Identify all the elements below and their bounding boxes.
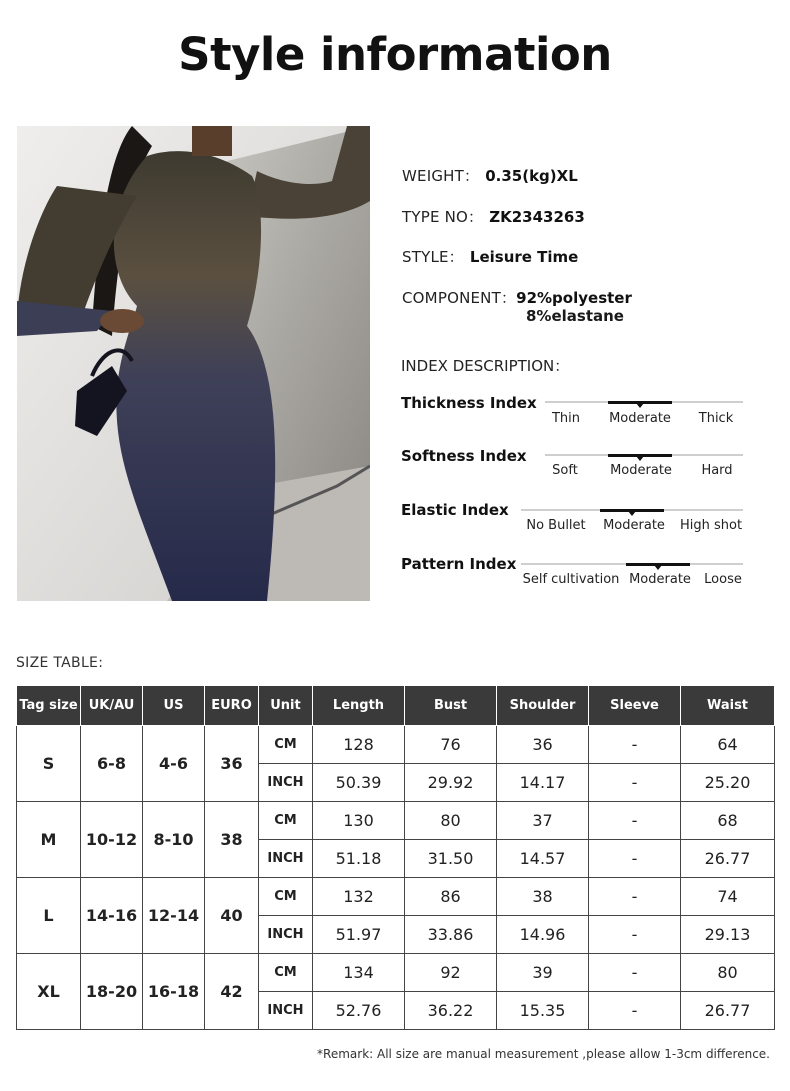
softness-index-pointer [636, 456, 644, 461]
unit-cell: INCH [259, 840, 313, 878]
us-cell: 4-6 [143, 726, 205, 802]
unit-cell: INCH [259, 916, 313, 954]
elastic-index-pointer [628, 511, 636, 516]
thickness-index-label: Thickness Index [401, 394, 537, 412]
uk-au-cell: 18-20 [81, 954, 143, 1030]
shoulder-cell: 14.96 [497, 916, 589, 954]
header-us: US [143, 686, 205, 726]
sleeve-cell: - [589, 840, 681, 878]
length-cell: 134 [313, 954, 405, 992]
bust-cell: 36.22 [405, 992, 497, 1030]
table-row [17, 726, 775, 764]
component-label: COMPONENT： [402, 289, 517, 307]
unit-cell: CM [259, 802, 313, 840]
euro-cell: 40 [205, 878, 259, 954]
type-line [402, 206, 585, 227]
header-uk-au: UK/AU [81, 686, 143, 726]
unit-cell: CM [259, 726, 313, 764]
bust-cell: 33.86 [405, 916, 497, 954]
length-cell: 132 [313, 878, 405, 916]
softness-index [401, 447, 751, 487]
waist-cell: 26.77 [681, 840, 775, 878]
uk-au-cell: 6-8 [81, 726, 143, 802]
shoulder-cell: 36 [497, 726, 589, 764]
page-title: Style information [178, 28, 612, 81]
style-line [402, 246, 578, 267]
tag-size-cell: S [17, 726, 81, 802]
shoulder-cell: 14.17 [497, 764, 589, 802]
component-line [402, 287, 632, 308]
length-cell: 51.18 [313, 840, 405, 878]
shoulder-cell: 37 [497, 802, 589, 840]
waist-cell: 74 [681, 878, 775, 916]
sleeve-cell: - [589, 764, 681, 802]
length-cell: 130 [313, 802, 405, 840]
sleeve-cell: - [589, 916, 681, 954]
size-table [16, 685, 775, 1030]
elastic-option-moderate: Moderate [603, 518, 665, 533]
us-cell: 8-10 [143, 802, 205, 878]
pattern-index-pointer [654, 565, 662, 570]
elastic-index [401, 501, 751, 541]
tag-size-cell: M [17, 802, 81, 878]
softness-index-track [545, 454, 743, 456]
table-row [17, 878, 775, 916]
table-row [17, 954, 775, 992]
softness-option-soft: Soft [552, 463, 578, 478]
bust-cell: 31.50 [405, 840, 497, 878]
waist-cell: 64 [681, 726, 775, 764]
style-label: STYLE： [402, 248, 464, 266]
waist-cell: 68 [681, 802, 775, 840]
index-description-title: INDEX DESCRIPTION： [401, 357, 570, 375]
euro-cell: 42 [205, 954, 259, 1030]
product-photo [17, 126, 370, 601]
pattern-option-loose: Loose [704, 572, 742, 587]
tag-size-cell: XL [17, 954, 81, 1030]
length-cell: 50.39 [313, 764, 405, 802]
unit-cell: INCH [259, 992, 313, 1030]
euro-cell: 38 [205, 802, 259, 878]
sleeve-cell: - [589, 726, 681, 764]
sleeve-cell: - [589, 878, 681, 916]
pattern-index-label: Pattern Index [401, 555, 517, 573]
pattern-option-self-cultivation: Self cultivation [522, 572, 620, 587]
waist-cell: 29.13 [681, 916, 775, 954]
length-cell: 52.76 [313, 992, 405, 1030]
component-value-2: 8%elastane [526, 307, 624, 325]
shoulder-cell: 38 [497, 878, 589, 916]
thickness-index-track [545, 401, 743, 403]
us-cell: 16-18 [143, 954, 205, 1030]
elastic-option-no-bullet: No Bullet [526, 518, 586, 533]
header-unit: Unit [259, 686, 313, 726]
unit-cell: CM [259, 878, 313, 916]
uk-au-cell: 14-16 [81, 878, 143, 954]
component-value-1: 92%polyester [516, 289, 632, 307]
thickness-index-pointer [636, 403, 644, 408]
pattern-option-moderate: Moderate [629, 572, 691, 587]
pattern-index [401, 555, 751, 595]
shoulder-cell: 15.35 [497, 992, 589, 1030]
table-row [17, 802, 775, 840]
size-table-label: SIZE TABLE: [16, 655, 104, 671]
softness-index-label: Softness Index [401, 447, 527, 465]
thickness-index [401, 394, 751, 434]
shoulder-cell: 39 [497, 954, 589, 992]
thickness-option-thick: Thick [698, 411, 734, 426]
euro-cell: 36 [205, 726, 259, 802]
sleeve-cell: - [589, 954, 681, 992]
elastic-index-track [521, 509, 743, 511]
bust-cell: 86 [405, 878, 497, 916]
uk-au-cell: 10-12 [81, 802, 143, 878]
header-sleeve: Sleeve [589, 686, 681, 726]
us-cell: 12-14 [143, 878, 205, 954]
size-table-header-row [17, 686, 775, 726]
weight-label: WEIGHT： [402, 167, 480, 185]
model-dress-image [17, 126, 370, 601]
elastic-option-high-shot: High shot [679, 518, 743, 533]
bust-cell: 80 [405, 802, 497, 840]
waist-cell: 26.77 [681, 992, 775, 1030]
softness-option-hard: Hard [701, 463, 733, 478]
header-shoulder: Shoulder [497, 686, 589, 726]
header-length: Length [313, 686, 405, 726]
waist-cell: 80 [681, 954, 775, 992]
style-value: Leisure Time [469, 248, 579, 266]
tag-size-cell: L [17, 878, 81, 954]
softness-option-moderate: Moderate [610, 463, 672, 478]
elastic-index-label: Elastic Index [401, 501, 509, 519]
bust-cell: 92 [405, 954, 497, 992]
pattern-index-track [521, 563, 743, 565]
sleeve-cell: - [589, 992, 681, 1030]
header-bust: Bust [405, 686, 497, 726]
header-waist: Waist [681, 686, 775, 726]
remark-note: *Remark: All size are manual measurement ,please allow 1-3cm difference. [317, 1047, 770, 1061]
bust-cell: 29.92 [405, 764, 497, 802]
unit-cell: CM [259, 954, 313, 992]
type-label: TYPE NO： [402, 208, 484, 226]
thickness-option-thin: Thin [551, 411, 581, 426]
bust-cell: 76 [405, 726, 497, 764]
sleeve-cell: - [589, 802, 681, 840]
weight-line [402, 165, 578, 186]
header-tag-size: Tag size [17, 686, 81, 726]
type-value: ZK2343263 [489, 208, 585, 226]
weight-value: 0.35(kg)XL [485, 167, 578, 185]
waist-cell: 25.20 [681, 764, 775, 802]
length-cell: 51.97 [313, 916, 405, 954]
thickness-option-moderate: Moderate [609, 411, 671, 426]
header-euro: EURO [205, 686, 259, 726]
unit-cell: INCH [259, 764, 313, 802]
shoulder-cell: 14.57 [497, 840, 589, 878]
length-cell: 128 [313, 726, 405, 764]
